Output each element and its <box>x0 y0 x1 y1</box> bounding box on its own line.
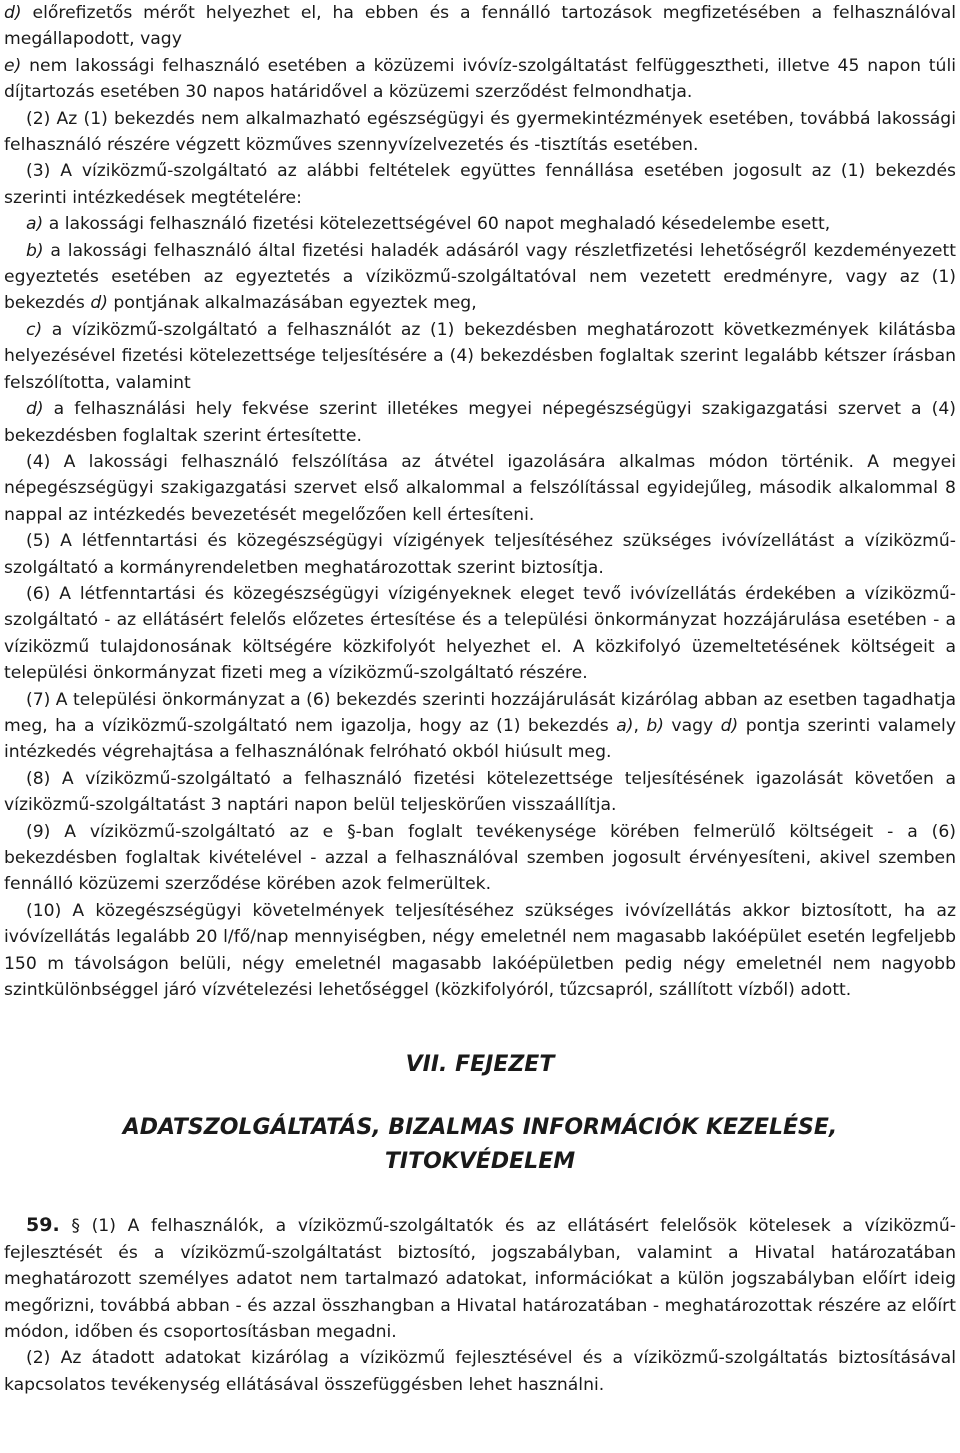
point-reference: d) <box>90 293 108 314</box>
point-e <box>4 53 956 106</box>
point-d <box>4 0 956 53</box>
paragraph-3-point-a <box>4 211 956 237</box>
paragraph-8: (8) A víziközmű-szolgáltató a felhasználó fizetési kötelezettsége teljesítésének igazolását követően a víziközmű-szolgáltatást 3 naptári napon belül teljeskörűen visszaállítja. <box>4 768 956 816</box>
chapter-title <box>4 1111 956 1179</box>
paragraph-6: (6) A létfenntartási és közegészségügyi vízigényeknek eleget tevő ivóvízellátás érdekében a víziközmű-szolgáltató - az ellátásért felelős előzetes értesítése és a települési önkormányzat hozzájárulása esetében - a víziközmű tulajdonosának költségére közkifolyót helyezhet el. A közkifolyó üzemeltetésének költségeit a települési önkormányzat fizeti meg a víziközmű-szolgáltató részére. <box>4 583 956 684</box>
point-text: a lakossági felhasználó fizetési kötelezettségével 60 napot meghaladó késedelembe esett, <box>43 214 831 235</box>
point-text: a víziközmű-szolgáltató a felhasználót az (1) bekezdésben meghatározott következmények kilátásba helyezésével fizetési kötelezettsége teljesítésére a (4) bekezdésben foglaltak szerint legalább kétszer írásban felszólította, valamint <box>4 319 956 393</box>
paragraph-5: (5) A létfenntartási és közegészségügyi vízigények teljesítéséhez szükséges ivóvízellátást a víziközmű-szolgáltató a kormányrendeletben meghatározottak szerint biztosítja. <box>4 531 956 578</box>
paragraph-3-point-b <box>4 238 956 317</box>
paragraph-3-point-d <box>4 396 956 449</box>
paragraph-text: § (1) A felhasználók, a víziközmű-szolgáltatók és az ellátásért felelősök kötelesek a víziközmű-fejlesztését és a víziközmű-szolgáltatást biztosító, jogszabályban, valamint a Hivatal határozatában meghatározott személyes adatot nem tartalmazó adatokat, információkat a külön jogszabályban előírt ideig megőrizni, továbbá abban - és azzal összhangban a Hivatal határozatában - meghatározottak részére az előírt módon, időben és csoportosításban megadni. <box>4 1216 956 1343</box>
paragraph-4: (4) A lakossági felhasználó felszólítása az átvétel igazolására alkalmas módon történik. A megyei népegészségügyi szakigazgatási szervet első alkalommal a felszólítással egyidejűleg, második alkalommal 8 nappal az intézkedés bevezetését megelőzően kell értesíteni. <box>4 451 956 525</box>
separator-text: vagy <box>663 715 721 736</box>
paragraph-7 <box>4 687 956 766</box>
paragraph-text: (7) A települési önkormányzat a (6) bekezdés szerinti hozzájárulását kizárólag abban az esetben tagadhatja meg, ha a víziközmű-szolgáltató nem igazolja, hogy az (1) bekezdés <box>4 689 957 736</box>
point-text: előrefizetős mérőt helyezhet el, ha ebben és a fennálló tartozások megfizetésében a felhasználóval megállapodott, vagy <box>4 3 956 50</box>
paragraph-3-intro: (3) A víziközmű-szolgáltató az alábbi feltételek együttes fennállása esetében jogosult az (1) bekezdés szerinti intézkedések megtételére: <box>4 161 956 208</box>
paragraph-3-point-c <box>4 317 956 396</box>
point-text: a lakossági felhasználó által fizetési haladék adásáról vagy részletfizetési lehetőségről kezdeményezett egyeztetés esetében az egyeztetés a víziközmű-szolgáltatóval nem vezetett eredményre, vagy az (1) bekezdés <box>4 240 956 314</box>
point-label: d) <box>4 3 22 23</box>
point-reference: a) <box>616 715 634 736</box>
point-text: nem lakossági felhasználó esetében a közüzemi ivóvíz-szolgáltatást felfüggesztheti, illetve 45 napon túli díjtartozás esetében 30 napos határidővel a közüzemi szerződést felmondhatja. <box>4 55 956 103</box>
point-reference: b) <box>646 715 664 736</box>
point-label: a) <box>26 214 44 235</box>
chapter-number: VII. FEJEZET <box>405 1052 555 1078</box>
point-text: pontjának alkalmazásában egyeztek meg, <box>107 293 477 314</box>
section-number: 59. <box>26 1214 60 1237</box>
chapter-title-line: ADATSZOLGÁLTATÁS, BIZALMAS INFORMÁCIÓK KEZELÉSE, <box>122 1115 838 1141</box>
paragraph-2: (2) Az (1) bekezdés nem alkalmazható egészségügyi és gyermekintézmények esetében, továbbá lakossági felhasználó részére végzett közműves szennyvízelvezetés és -tisztítás esetében. <box>4 108 956 156</box>
chapter-title-line: TITOKVÉDELEM <box>384 1149 576 1175</box>
point-label: b) <box>26 240 44 261</box>
paragraph-9: (9) A víziközmű-szolgáltató az e §-ban foglalt tevékenysége körében felmerülő költségeit - a (6) bekezdésben foglaltak kivételével - azzal a felhasználóval szemben jogosult érvényesíteni, akivel szemben fennálló közüzemi szerződése körében azok felmerültek. <box>4 821 956 895</box>
paragraph-text: pontja szerinti valamely intézkedés végrehajtása a felhasználónak felróható okból hiúsult meg. <box>4 715 956 763</box>
section-59-paragraph-2: (2) Az átadott adatokat kizárólag a víziközmű fejlesztésével és a víziközmű-szolgáltatás biztosításával kapcsolatos tevékenység ellátásával összefüggésben lehet használni. <box>4 1348 956 1395</box>
section-59-paragraph-1 <box>4 1212 956 1345</box>
point-label: e) <box>4 55 22 76</box>
document-page <box>4 0 956 1398</box>
paragraph-10: (10) A közegészségügyi követelmények teljesítéséhez szükséges ivóvízellátás akkor biztosított, ha az ivóvízellátás legalább 20 l/fő/nap mennyiségben, négy emeletnél nem magasabb lakóépület esetén legfeljebb 150 m távolságon belüli, négy emeletnél magasabb lakóépületben pedig négy emeletnél nem nagyobb szintkülönbséggel járó vízvételezési lehetőséggel (közkifolyóról, tűzcsapról, szállított vízből) adott. <box>4 900 956 1001</box>
separator-text: , <box>633 715 647 736</box>
point-label: d) <box>26 399 44 420</box>
point-label: c) <box>26 319 43 340</box>
point-reference: d) <box>720 715 739 736</box>
point-text: a felhasználási hely fekvése szerint illetékes megyei népegészségügyi szakigazgatási szervet a (4) bekezdésben foglaltak szerint értesítette. <box>4 399 956 446</box>
